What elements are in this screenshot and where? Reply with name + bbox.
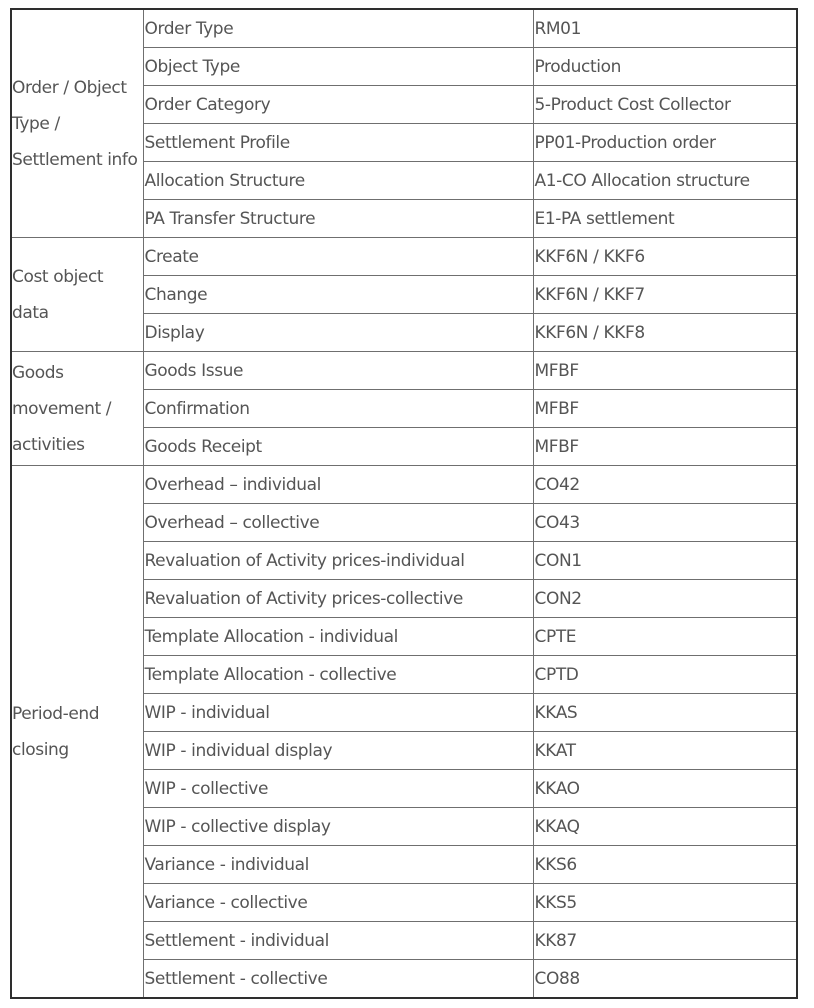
value-cell: KKAQ [533, 808, 797, 846]
value-cell: KK87 [533, 922, 797, 960]
item-cell: Order Category [143, 86, 533, 124]
transaction-table-body [11, 9, 797, 998]
value-cell: KKS5 [533, 884, 797, 922]
value-cell: MFBF [533, 428, 797, 466]
item-cell: Goods Issue [143, 352, 533, 390]
value-cell: CO42 [533, 466, 797, 504]
item-cell: Object Type [143, 48, 533, 86]
group-label: Goods movement / activities [11, 352, 143, 466]
table-row [11, 466, 797, 504]
item-cell: WIP - collective display [143, 808, 533, 846]
value-cell: Production [533, 48, 797, 86]
value-cell: 5-Product Cost Collector [533, 86, 797, 124]
value-cell: RM01 [533, 9, 797, 48]
item-cell: Create [143, 238, 533, 276]
item-cell: Variance - collective [143, 884, 533, 922]
group-label: Period-end closing [11, 466, 143, 999]
value-cell: MFBF [533, 352, 797, 390]
item-cell: WIP - individual [143, 694, 533, 732]
item-cell: WIP - individual display [143, 732, 533, 770]
value-cell: CPTD [533, 656, 797, 694]
item-cell: Template Allocation - collective [143, 656, 533, 694]
value-cell: CPTE [533, 618, 797, 656]
item-cell: Settlement - individual [143, 922, 533, 960]
value-cell: KKAT [533, 732, 797, 770]
item-cell: Overhead – collective [143, 504, 533, 542]
value-cell: KKF6N / KKF8 [533, 314, 797, 352]
item-cell: Variance - individual [143, 846, 533, 884]
item-cell: Overhead – individual [143, 466, 533, 504]
item-cell: Allocation Structure [143, 162, 533, 200]
item-cell: Confirmation [143, 390, 533, 428]
item-cell: PA Transfer Structure [143, 200, 533, 238]
value-cell: CO43 [533, 504, 797, 542]
item-cell: Revaluation of Activity prices-collective [143, 580, 533, 618]
value-cell: PP01-Production order [533, 124, 797, 162]
item-cell: Template Allocation - individual [143, 618, 533, 656]
value-cell: E1-PA settlement [533, 200, 797, 238]
value-cell: A1-CO Allocation structure [533, 162, 797, 200]
table-row [11, 238, 797, 276]
value-cell: MFBF [533, 390, 797, 428]
table-row [11, 352, 797, 390]
table-row [11, 9, 797, 48]
group-label: Cost object data [11, 238, 143, 352]
value-cell: KKF6N / KKF7 [533, 276, 797, 314]
value-cell: KKAO [533, 770, 797, 808]
value-cell: KKF6N / KKF6 [533, 238, 797, 276]
value-cell: KKS6 [533, 846, 797, 884]
item-cell: Display [143, 314, 533, 352]
value-cell: KKAS [533, 694, 797, 732]
value-cell: CON2 [533, 580, 797, 618]
transaction-table [10, 8, 798, 999]
item-cell: Goods Receipt [143, 428, 533, 466]
item-cell: Revaluation of Activity prices-individual [143, 542, 533, 580]
item-cell: Settlement - collective [143, 960, 533, 999]
item-cell: Order Type [143, 9, 533, 48]
value-cell: CO88 [533, 960, 797, 999]
value-cell: CON1 [533, 542, 797, 580]
item-cell: Change [143, 276, 533, 314]
item-cell: WIP - collective [143, 770, 533, 808]
item-cell: Settlement Profile [143, 124, 533, 162]
group-label: Order / Object Type / Settlement info [11, 9, 143, 238]
